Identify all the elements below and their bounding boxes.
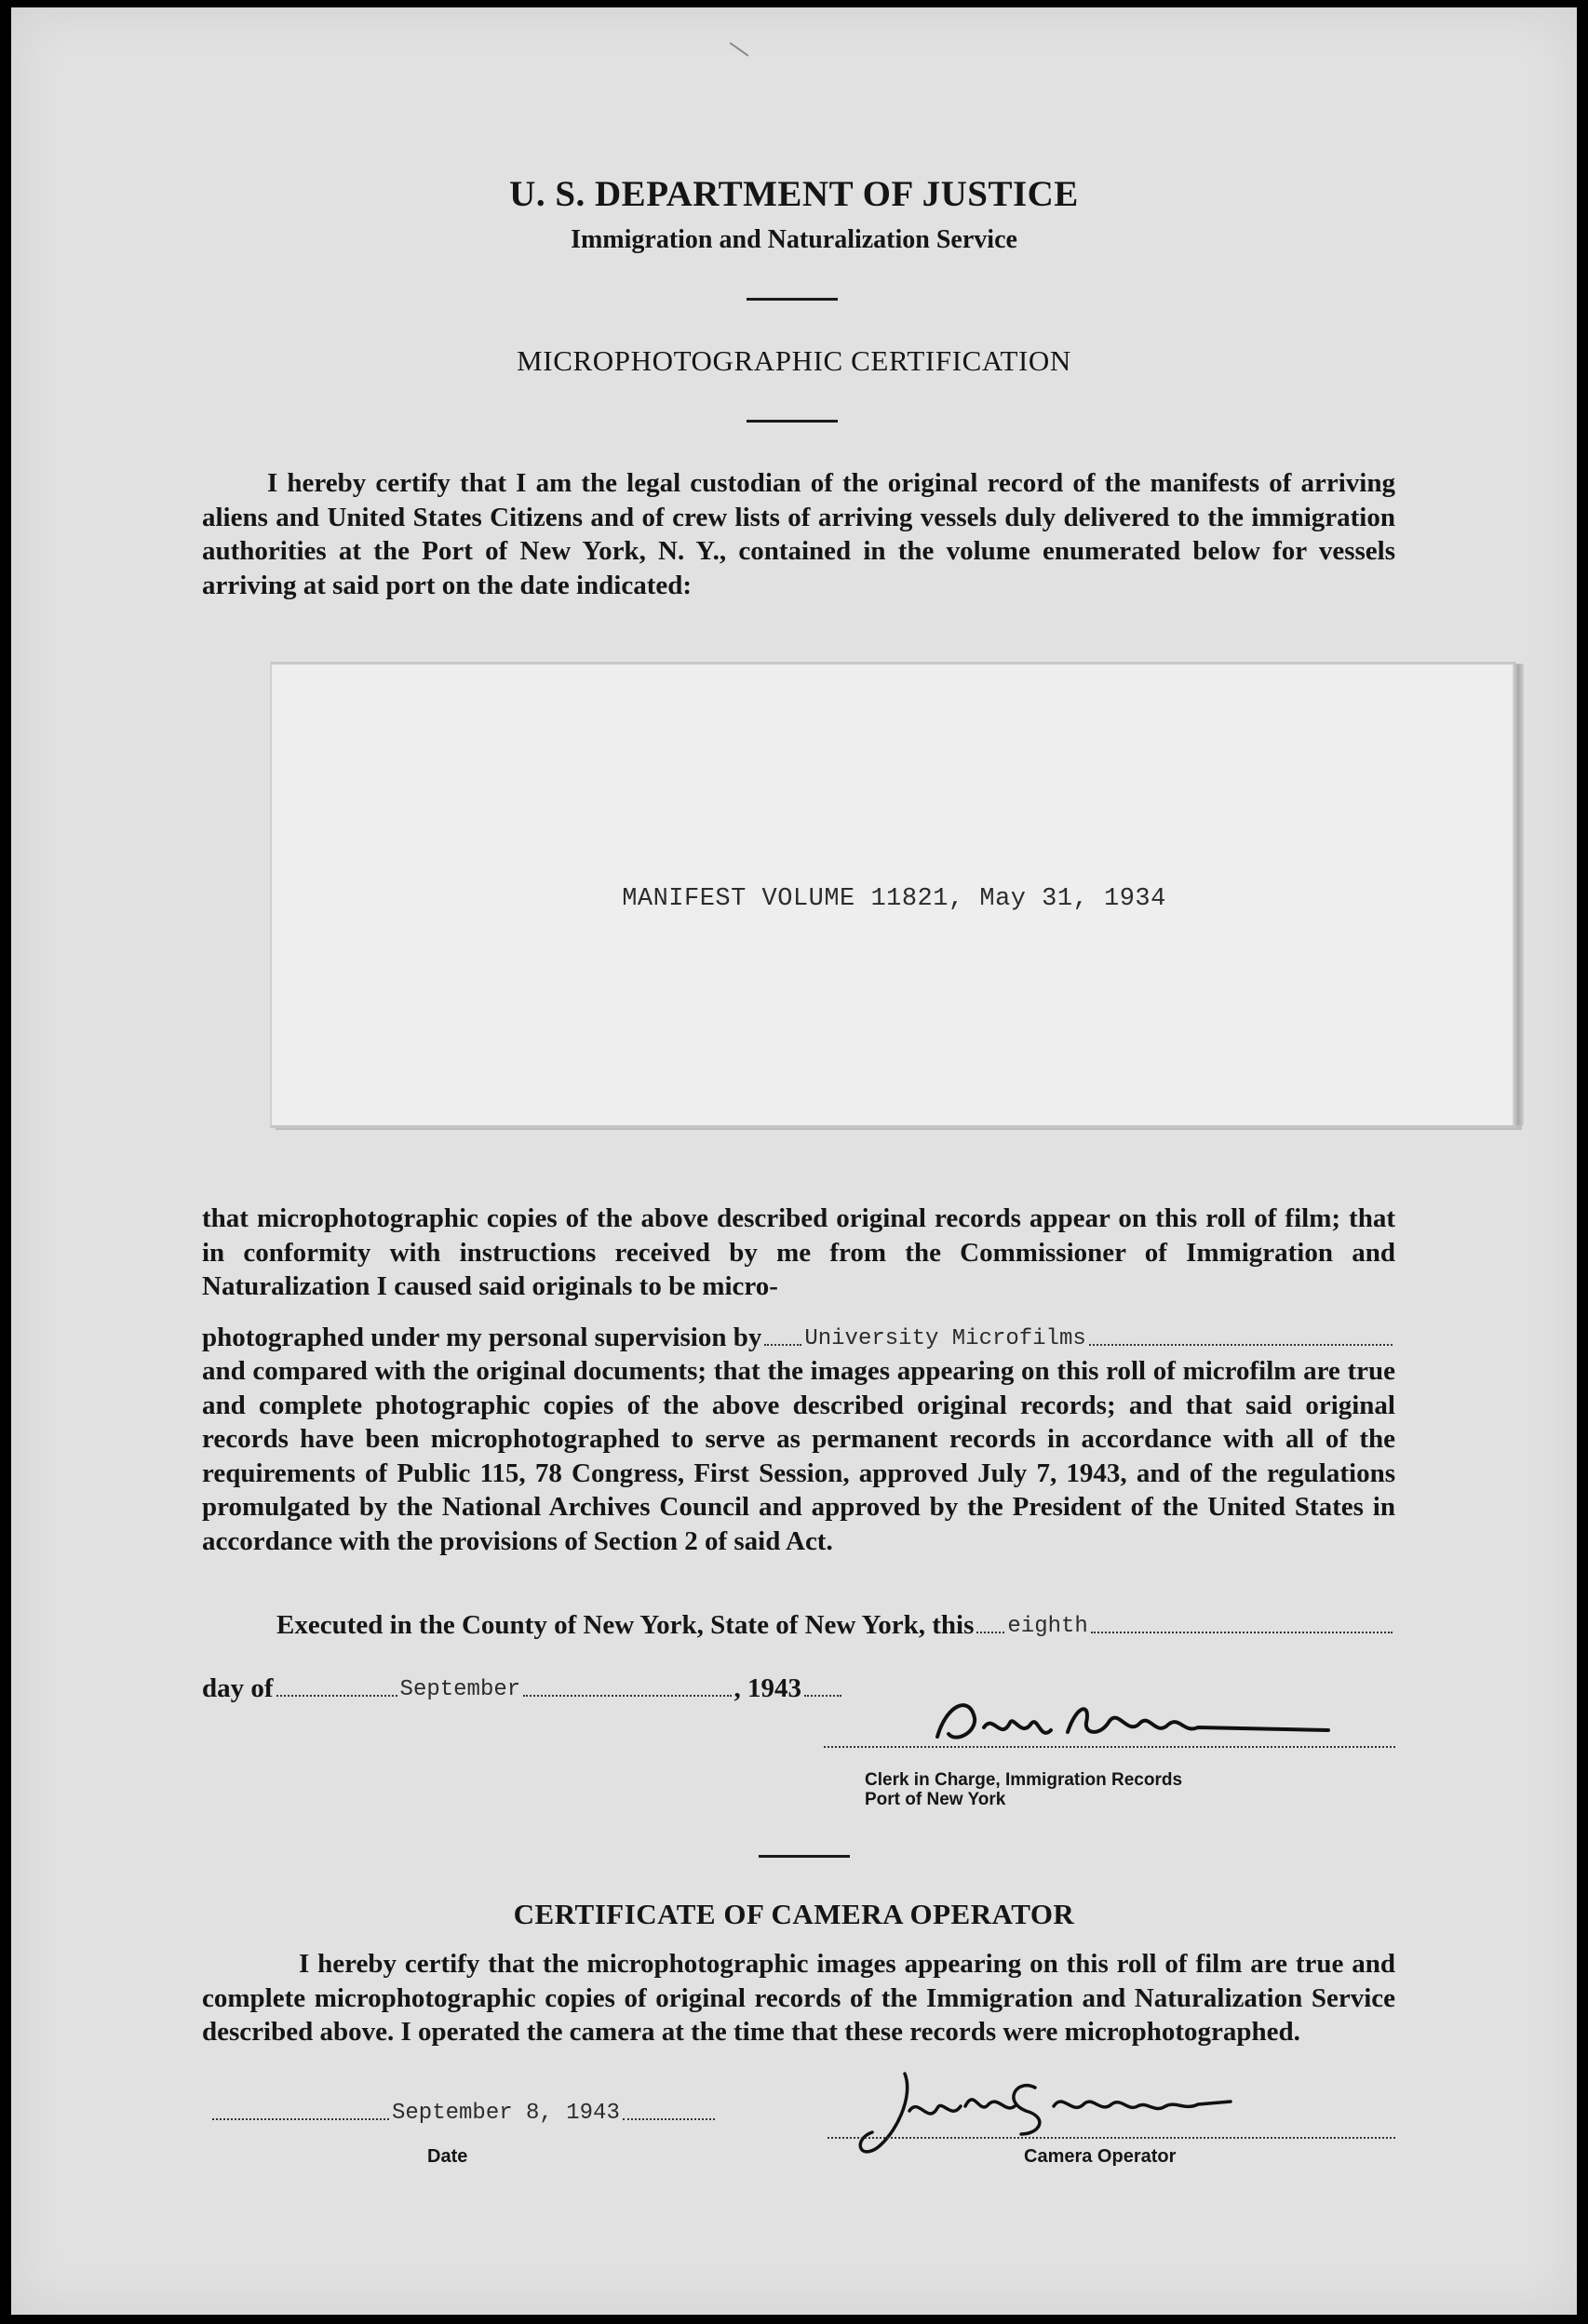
dotted-leader [764, 1343, 801, 1346]
clerk-title [865, 1770, 1182, 1809]
camera-certificate-title: CERTIFICATE OF CAMERA OPERATOR [513, 1898, 1075, 1930]
certificate-page [11, 7, 1577, 2315]
clerk-signature-line [824, 1745, 1395, 1748]
comma: , [733, 1673, 747, 1703]
executed-month: September [399, 1677, 521, 1702]
camera-operator-label: Camera Operator [1024, 2146, 1177, 2167]
divider-rule [747, 420, 838, 423]
dotted-leader [1091, 1631, 1393, 1633]
volume-card [270, 662, 1516, 1128]
dotted-leader [1089, 1343, 1393, 1346]
executed-year: 1943 [747, 1673, 801, 1703]
certification-intro: I hereby certify that I am the legal custodian of the original record of the manifests of arriving aliens and United States Citizens and of crew lists of arriving vessels duly delivered to the immigration authorities at the Port of New York, N. Y., contained in the volume enumerated below for vessels arriving at said port on the date indicated: [202, 468, 1395, 600]
certification-body-part1: that microphotographic copies of the above described original records appear on this roll of film; that in conformity with instructions received by me from the Commissioner of Immigration and Naturalization I caused said originals to be micro- [202, 1203, 1395, 1301]
date-label: Date [427, 2146, 468, 2167]
film-scratch [730, 42, 749, 56]
clerk-title-line1: Clerk in Charge, Immigration Records [865, 1770, 1183, 1790]
certification-body-part2: and compared with the original documents; that the images appearing on this roll of microfilm are true and complete photographic copies of the above described original records; and that said original records have been microphotographed to serve as permanent records in accordance with all of the requirements of Public 115, 78 Congress, First Session, approved July 7, 1943, and of the regulations promulgated by the National Archives Council and approved by the President of the United States in accordance with the provisions of Section 2 of said Act. [202, 1356, 1395, 1556]
date-line [209, 2102, 718, 2128]
clerk-title-line2: Port of New York [865, 1790, 1006, 1809]
executed-prefix: Executed in the County of New York, State of New York, this [276, 1610, 975, 1640]
supervision-line [202, 1321, 1395, 1359]
dotted-leader [523, 1694, 731, 1697]
executed-line [276, 1610, 1395, 1641]
manifest-volume-text: MANIFEST VOLUME 11821, May 31, 1934 [622, 885, 1166, 913]
day-of-line [202, 1673, 844, 1704]
microfilmer-name: University Microfilms [804, 1326, 1086, 1351]
dotted-leader [804, 1694, 841, 1697]
agency-heading: U. S. DEPARTMENT OF JUSTICE [509, 174, 1079, 214]
dotted-leader [623, 2117, 715, 2120]
divider-rule [759, 1855, 850, 1858]
executed-day: eighth [1007, 1614, 1088, 1639]
certificate-date: September 8, 1943 [392, 2101, 620, 2126]
dotted-leader [976, 1631, 1004, 1633]
camera-certificate-text: I hereby certify that the microphotographic images appearing on this roll of film are true and complete microphotographic copies of original records of the Immigration and Naturalization Service described above. I operated the camera at the time that these records were microphotographed. [202, 1949, 1395, 2047]
divider-rule [747, 298, 838, 301]
form-title: MICROPHOTOGRAPHIC CERTIFICATION [517, 344, 1071, 377]
supervision-prefix: photographed under my personal supervision by [202, 1323, 762, 1352]
dotted-leader [212, 2117, 389, 2120]
service-subheading: Immigration and Naturalization Service [571, 225, 1017, 254]
camera-operator-signature-line [828, 2136, 1395, 2139]
day-of-label: day of [202, 1673, 274, 1703]
dotted-leader [276, 1694, 397, 1697]
clerk-signature [928, 1686, 1338, 1760]
